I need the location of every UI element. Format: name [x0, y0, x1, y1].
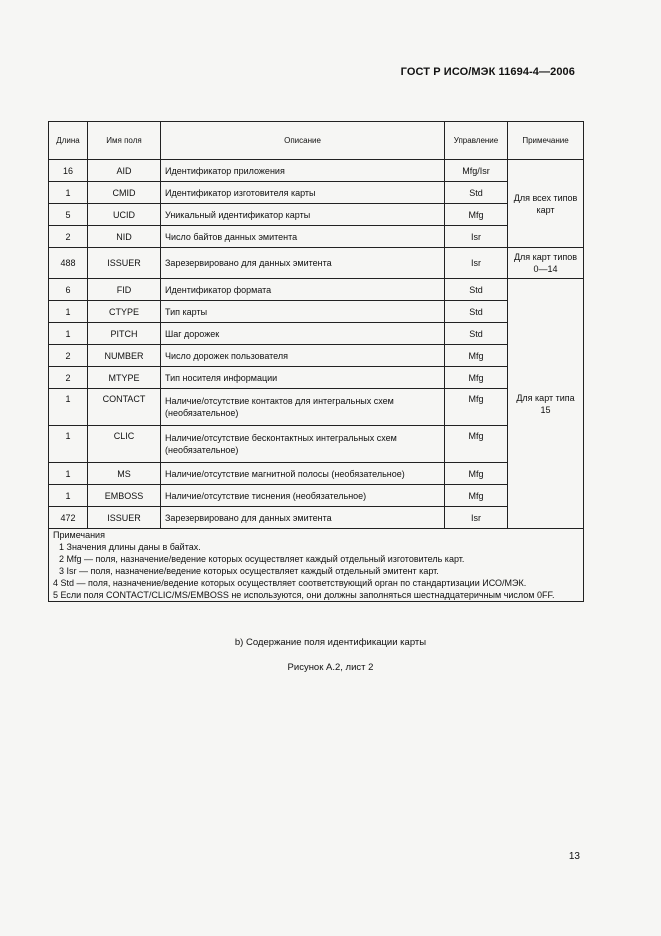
note-item: 2 Mfg — поля, назначение/ведение которых осуществляет каждый отдельный изготовитель карт.	[59, 554, 465, 564]
cell-control: Std	[445, 301, 508, 323]
figure-caption: Рисунок А.2, лист 2	[287, 662, 374, 673]
cell-length: 1	[49, 301, 88, 323]
table-row	[49, 182, 584, 204]
cell-field-name: UCID	[88, 204, 161, 226]
cell-field-name: CTYPE	[88, 301, 161, 323]
cell-control: Isr	[445, 248, 508, 279]
table-row	[49, 248, 584, 279]
cell-description: Уникальный идентификатор карты	[161, 204, 445, 226]
table-row	[49, 160, 584, 182]
table-row	[49, 426, 584, 463]
cell-description: Шаг дорожек	[161, 323, 445, 345]
cell-control: Mfg/Isr	[445, 160, 508, 182]
cell-length: 472	[49, 507, 88, 529]
table-header-row	[49, 122, 584, 160]
cell-field-name: CONTACT	[88, 389, 161, 426]
col-header-description: Описание	[161, 122, 445, 160]
table-row	[49, 367, 584, 389]
cell-remark: Для карт типа 15	[508, 279, 584, 529]
cell-description: Идентификатор формата	[161, 279, 445, 301]
col-header-remark: Примечание	[508, 122, 584, 160]
cell-description: Наличие/отсутствие бесконтактных интегральных схем (необязательное)	[161, 426, 445, 463]
cell-length: 5	[49, 204, 88, 226]
cell-field-name: MS	[88, 463, 161, 485]
table-row	[49, 323, 584, 345]
cell-control: Mfg	[445, 204, 508, 226]
cell-control: Mfg	[445, 463, 508, 485]
cell-control: Isr	[445, 507, 508, 529]
cell-field-name: ISSUER	[88, 507, 161, 529]
cell-length: 1	[49, 323, 88, 345]
table-row	[49, 507, 584, 529]
cell-field-name: ISSUER	[88, 248, 161, 279]
cell-length: 6	[49, 279, 88, 301]
table-row	[49, 226, 584, 248]
cell-control: Mfg	[445, 345, 508, 367]
cell-description: Идентификатор приложения	[161, 160, 445, 182]
table-row	[49, 463, 584, 485]
cell-description: Наличие/отсутствие магнитной полосы (необязательное)	[161, 463, 445, 485]
cell-description: Зарезервировано для данных эмитента	[161, 248, 445, 279]
cell-control: Mfg	[445, 485, 508, 507]
cell-description: Наличие/отсутствие контактов для интегральных схем (необязательное)	[161, 389, 445, 426]
page-number: 13	[568, 851, 580, 862]
col-header-control: Управление	[445, 122, 508, 160]
cell-description: Тип носителя информации	[161, 367, 445, 389]
subfigure-caption: b) Содержание поля идентификации карты	[234, 637, 427, 648]
cell-length: 2	[49, 226, 88, 248]
note-item: 5 Если поля CONTACT/CLIC/MS/EMBOSS не используются, они должны заполняться шестнадцатеричным числом 0FF.	[53, 590, 555, 600]
cell-control: Std	[445, 279, 508, 301]
cell-description: Зарезервировано для данных эмитента	[161, 507, 445, 529]
cell-length: 1	[49, 463, 88, 485]
cell-field-name: AID	[88, 160, 161, 182]
cell-description: Наличие/отсутствие тиснения (необязательное)	[161, 485, 445, 507]
table-row	[49, 301, 584, 323]
cell-description: Число байтов данных эмитента	[161, 226, 445, 248]
cell-control: Mfg	[445, 367, 508, 389]
note-item: 1 Значения длины даны в байтах.	[59, 542, 201, 552]
cell-remark: Для карт типов 0—14	[508, 248, 584, 279]
table-row	[49, 389, 584, 426]
cell-length: 488	[49, 248, 88, 279]
cell-length: 1	[49, 426, 88, 463]
cell-field-name: EMBOSS	[88, 485, 161, 507]
cell-length: 2	[49, 345, 88, 367]
table-row	[49, 485, 584, 507]
cell-control: Std	[445, 182, 508, 204]
notes-cell	[49, 529, 584, 602]
table-row	[49, 204, 584, 226]
cell-length: 1	[49, 182, 88, 204]
cell-control: Std	[445, 323, 508, 345]
card-id-fields-table	[48, 121, 584, 602]
cell-control: Isr	[445, 226, 508, 248]
cell-length: 2	[49, 367, 88, 389]
cell-field-name: PITCH	[88, 323, 161, 345]
cell-field-name: NUMBER	[88, 345, 161, 367]
cell-length: 16	[49, 160, 88, 182]
col-header-field-name: Имя поля	[88, 122, 161, 160]
cell-description: Тип карты	[161, 301, 445, 323]
notes-title: Примечания	[53, 530, 105, 540]
cell-length: 1	[49, 389, 88, 426]
cell-remark: Для всех типов карт	[508, 160, 584, 248]
cell-control: Mfg	[445, 426, 508, 463]
note-item: 4 Std — поля, назначение/ведение которых осуществляет соответствующий орган по стандартизации ИСО/МЭК.	[53, 578, 527, 588]
notes-row	[49, 529, 584, 602]
col-header-length: Длина	[49, 122, 88, 160]
table-row	[49, 279, 584, 301]
cell-control: Mfg	[445, 389, 508, 426]
document-header: ГОСТ Р ИСО/МЭК 11694-4—2006	[400, 66, 575, 78]
cell-length: 1	[49, 485, 88, 507]
cell-description: Идентификатор изготовителя карты	[161, 182, 445, 204]
cell-field-name: MTYPE	[88, 367, 161, 389]
cell-field-name: CMID	[88, 182, 161, 204]
cell-description: Число дорожек пользователя	[161, 345, 445, 367]
note-item: 3 Isr — поля, назначение/ведение которых осуществляет каждый отдельный эмитент карт.	[59, 566, 439, 576]
table-row	[49, 345, 584, 367]
cell-field-name: FID	[88, 279, 161, 301]
cell-field-name: CLIC	[88, 426, 161, 463]
cell-field-name: NID	[88, 226, 161, 248]
